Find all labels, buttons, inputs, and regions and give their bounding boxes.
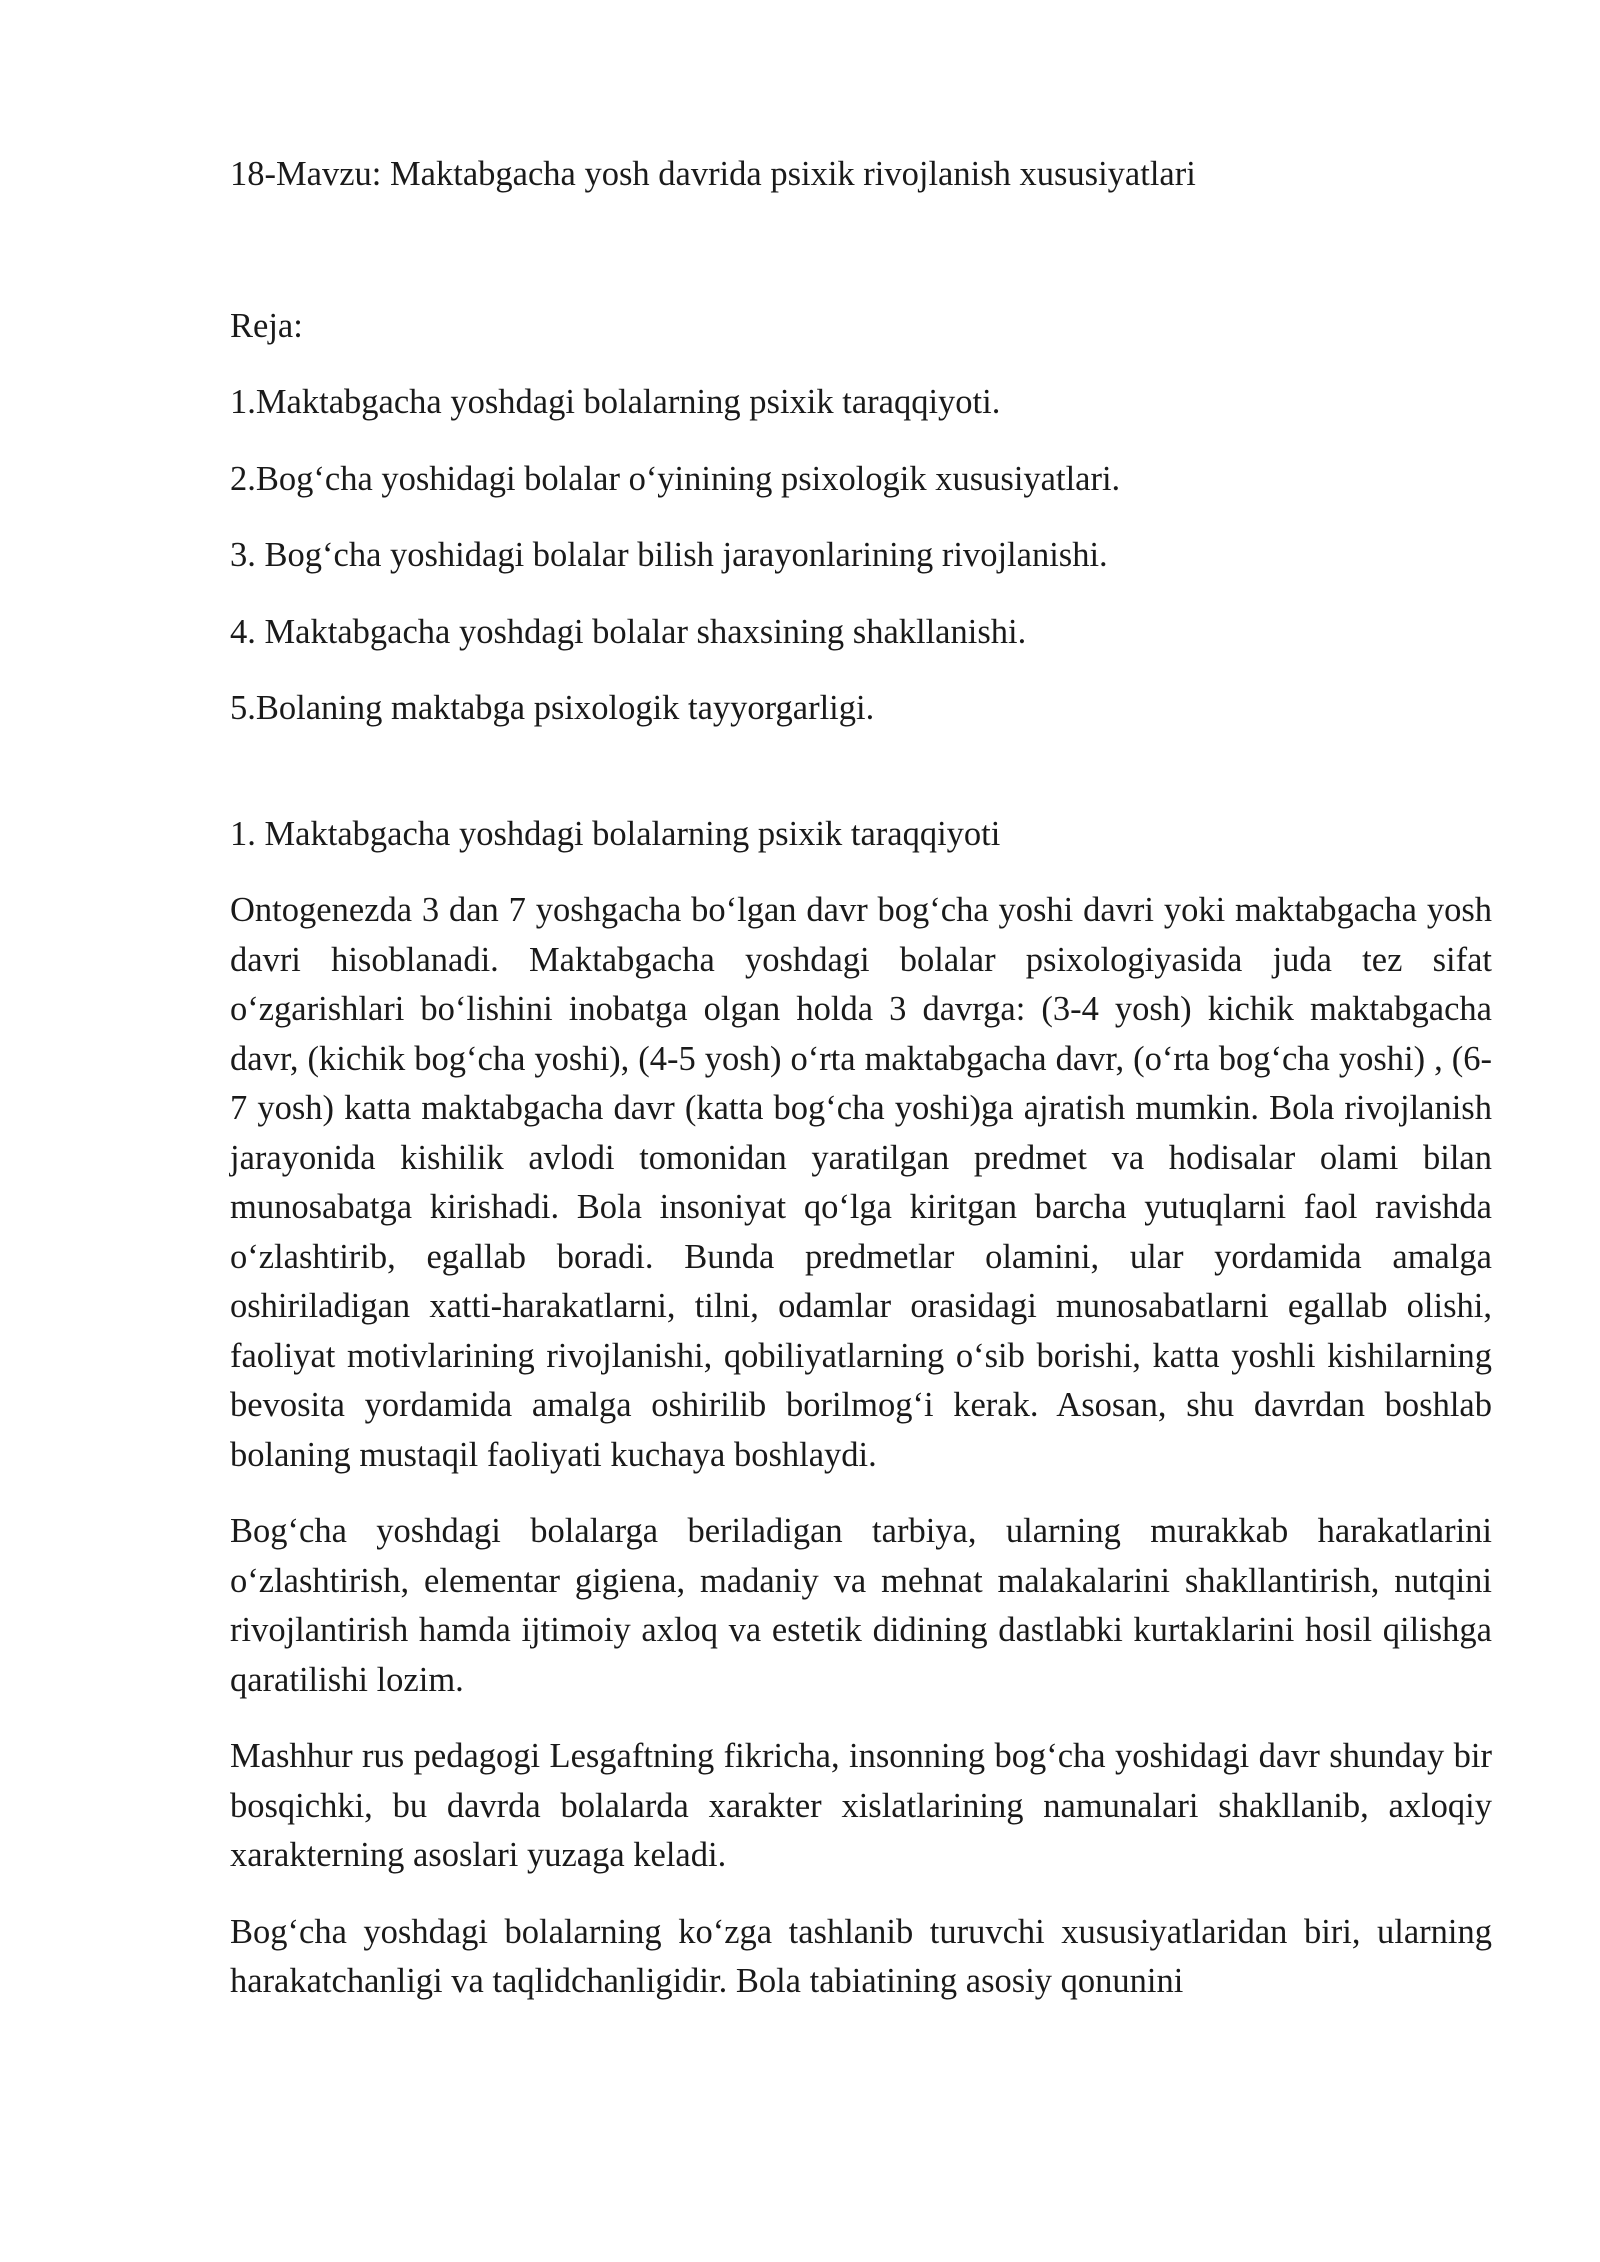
plan-label: Reja:: [230, 306, 303, 345]
body-paragraph: Bog‘cha yoshdagi bolalarning ko‘zga tashlanib turuvchi xususiyatlaridan biri, ularning harakatchanligi va taqlidchanligidir. Bola tabiatining asosiy qonunini: [230, 1912, 1492, 2000]
plan-item: 3. Bog‘cha yoshidagi bolalar bilish jarayonlarining rivojlanishi.: [230, 536, 1108, 574]
plan-item: 1.Maktabgacha yoshdagi bolalarning psixik taraqqiyoti.: [230, 383, 1001, 421]
plan-item: 2.Bog‘cha yoshidagi bolalar o‘yinining psixologik xususiyatlari.: [230, 459, 1121, 498]
plan-list: [230, 378, 1492, 734]
body-paragraph: Mashhur rus pedagogi Lesgaftning fikricha, insonning bog‘cha yoshidagi davr shunday bir bosqichki, bu davrda bolalarda xarakter xislatlarining namunalari shakllanib, axloqiy xarakterning asoslari yuzaga keladi.: [230, 1737, 1492, 1874]
document-page: [230, 150, 1492, 2007]
plan-item: 4. Maktabgacha yoshdagi bolalar shaxsining shakllanishi.: [230, 612, 1027, 651]
body-paragraph: Ontogenezda 3 dan 7 yoshgacha bo‘lgan davr bog‘cha yoshi davri yoki maktabgacha yosh davri hisoblanadi. Maktabgacha yoshdagi bolalar psixologiyasida juda tez sifat o‘zgarishlari bo‘lishini inobatga olgan holda 3 davrga: (3-4 yosh) kichik maktabgacha davr, (kichik bog‘cha yoshi), (4-5 yosh) o‘rta maktabgacha davr, (o‘rta bog‘cha yoshi) , (6-7 yosh) katta maktabgacha davr (katta bog‘cha yoshi)ga ajratish mumkin. Bola rivojlanish jarayonida kishilik avlodi tomonidan yaratilgan predmet va hodisalar olami bilan munosabatga kirishadi. Bola insoniyat qo‘lga kiritgan barcha yutuqlarni faol ravishda o‘zlashtirib, egallab boradi. Bunda predmetlar olamini, ular yordamida amalga oshiriladigan xatti-harakatlarni, tilni, odamlar orasidagi munosabatlarni egallab olishi, faoliyat motivlarining rivojlanishi, qobiliyatlarning o‘sib borishi, katta yoshli kishilarning bevosita yordamida amalga oshirilib borilmog‘i kerak. Asosan, shu davrdan boshlab bolaning mustaqil faoliyati kuchaya boshlaydi.: [230, 891, 1492, 1474]
document-title: 18-Mavzu: Maktabgacha yosh davrida psixik rivojlanish xususiyatlari: [230, 155, 1196, 193]
body-paragraph: Bog‘cha yoshdagi bolalarga beriladigan tarbiya, ularning murakkab harakatlarini o‘zlashtirish, elementar gigiena, madaniy va mehnat malakalarini shakllantirish, nutqini rivojlantirish hamda ijtimoiy axloq va estetik didining dastlabki kurtaklarini hosil qilishga qaratilishi lozim.: [230, 1512, 1492, 1699]
section-heading: 1. Maktabgacha yoshdagi bolalarning psixik taraqqiyoti: [230, 814, 1001, 853]
plan-item: 5.Bolaning maktabga psixologik tayyorgarligi.: [230, 689, 875, 727]
